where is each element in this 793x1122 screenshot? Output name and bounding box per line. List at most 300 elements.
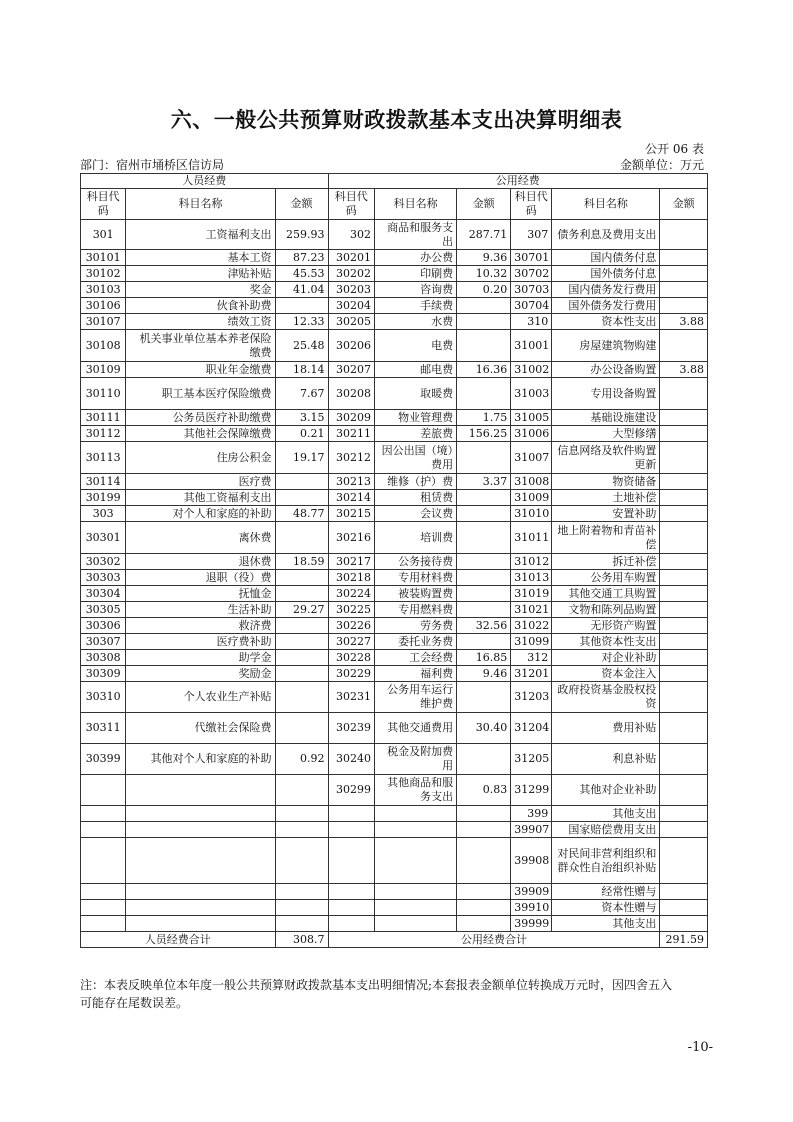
table-row (81, 586, 708, 602)
table-row (81, 884, 708, 900)
public-other-name-cell: 对民间非营利组织和群众性自治组织补贴 (552, 838, 660, 884)
public-other-amount-cell (660, 266, 708, 282)
personnel-code-cell: 30108 (81, 330, 126, 362)
personnel-amount-cell (275, 682, 328, 713)
public-other-code-cell: 307 (511, 220, 552, 250)
table-row (81, 298, 708, 314)
personnel-code-cell: 30307 (81, 634, 126, 650)
public-other-amount-cell (660, 522, 708, 554)
public-other-code-cell: 31012 (511, 554, 552, 570)
public-other-amount-cell (660, 900, 708, 916)
public-goods-code-cell: 30215 (328, 506, 374, 522)
public-other-amount-cell (660, 442, 708, 474)
public-goods-name-cell: 物业管理费 (375, 410, 457, 426)
table-row (81, 554, 708, 570)
personnel-code-cell: 30110 (81, 378, 126, 410)
personnel-name-cell: 其他社会保障缴费 (126, 426, 275, 442)
personnel-amount-cell: 0.92 (275, 744, 328, 775)
public-goods-amount-cell: 156.25 (457, 426, 511, 442)
public-other-amount-cell (660, 602, 708, 618)
public-goods-amount-cell (457, 900, 511, 916)
public-goods-code-cell: 30217 (328, 554, 374, 570)
table-row (81, 522, 708, 554)
public-other-name-cell: 债务利息及费用支出 (552, 220, 660, 250)
personnel-code-cell: 30109 (81, 362, 126, 378)
public-other-code-cell: 31022 (511, 618, 552, 634)
public-other-amount-cell (660, 220, 708, 250)
table-row (81, 282, 708, 298)
total-personnel-value: 308.7 (275, 932, 328, 948)
public-goods-amount-cell (457, 916, 511, 932)
public-other-code-cell: 39910 (511, 900, 552, 916)
personnel-name-cell (126, 838, 275, 884)
public-other-amount-cell (660, 410, 708, 426)
public-goods-amount-cell: 16.85 (457, 650, 511, 666)
personnel-name-cell: 医疗费补助 (126, 634, 275, 650)
public-goods-name-cell: 其他交通费用 (375, 713, 457, 744)
table-row (81, 838, 708, 884)
public-other-code-cell: 39907 (511, 822, 552, 838)
public-goods-code-cell: 30231 (328, 682, 374, 713)
public-other-code-cell: 30704 (511, 298, 552, 314)
public-other-code-cell: 31010 (511, 506, 552, 522)
personnel-amount-cell (275, 806, 328, 822)
personnel-name-cell: 助学金 (126, 650, 275, 666)
public-other-name-cell: 国内债务发行费用 (552, 282, 660, 298)
public-goods-name-cell: 税金及附加费用 (375, 744, 457, 775)
public-other-name-cell: 经常性赠与 (552, 884, 660, 900)
public-other-amount-cell (660, 822, 708, 838)
public-other-code-cell: 31009 (511, 490, 552, 506)
personnel-name-cell: 生活补助 (126, 602, 275, 618)
public-goods-amount-cell (457, 744, 511, 775)
public-other-code-cell: 31003 (511, 378, 552, 410)
public-other-amount-cell (660, 378, 708, 410)
personnel-code-cell: 30399 (81, 744, 126, 775)
public-goods-amount-cell (457, 506, 511, 522)
personnel-amount-cell: 19.17 (275, 442, 328, 474)
personnel-name-cell: 津贴补贴 (126, 266, 275, 282)
public-other-code-cell: 31011 (511, 522, 552, 554)
personnel-name-cell: 工资福利支出 (126, 220, 275, 250)
public-other-code-cell: 399 (511, 806, 552, 822)
personnel-name-cell: 奖金 (126, 282, 275, 298)
public-other-name-cell: 资本金注入 (552, 666, 660, 682)
public-other-code-cell: 310 (511, 314, 552, 330)
public-other-code-cell: 39909 (511, 884, 552, 900)
group-header-public: 公用经费 (328, 174, 707, 189)
personnel-name-cell (126, 775, 275, 806)
public-other-code-cell: 31201 (511, 666, 552, 682)
personnel-name-cell (126, 806, 275, 822)
public-other-name-cell: 其他交通工具购置 (552, 586, 660, 602)
public-goods-code-cell: 302 (328, 220, 374, 250)
personnel-amount-cell (275, 570, 328, 586)
personnel-code-cell: 30302 (81, 554, 126, 570)
public-other-name-cell: 对企业补助 (552, 650, 660, 666)
personnel-name-cell: 奖励金 (126, 666, 275, 682)
public-goods-amount-cell (457, 570, 511, 586)
public-other-code-cell: 30703 (511, 282, 552, 298)
public-other-name-cell: 房屋建筑物购建 (552, 330, 660, 362)
personnel-name-cell: 对个人和家庭的补助 (126, 506, 275, 522)
personnel-amount-cell (275, 490, 328, 506)
personnel-amount-cell: 18.14 (275, 362, 328, 378)
personnel-name-cell: 退职（役）费 (126, 570, 275, 586)
public-other-amount-cell (660, 330, 708, 362)
public-other-name-cell: 拆迁补偿 (552, 554, 660, 570)
public-goods-amount-cell: 9.36 (457, 250, 511, 266)
public-other-code-cell: 31002 (511, 362, 552, 378)
personnel-name-cell (126, 916, 275, 932)
table-row (81, 506, 708, 522)
personnel-code-cell: 30305 (81, 602, 126, 618)
personnel-name-cell: 职业年金缴费 (126, 362, 275, 378)
public-goods-code-cell: 30207 (328, 362, 374, 378)
public-other-code-cell: 31299 (511, 775, 552, 806)
personnel-amount-cell (275, 713, 328, 744)
personnel-amount-cell: 87.23 (275, 250, 328, 266)
group-header-personnel: 人员经费 (81, 174, 329, 189)
personnel-amount-cell: 7.67 (275, 378, 328, 410)
public-goods-code-cell: 30205 (328, 314, 374, 330)
personnel-name-cell: 个人农业生产补贴 (126, 682, 275, 713)
public-goods-name-cell: 维修（护）费 (375, 474, 457, 490)
personnel-amount-cell (275, 650, 328, 666)
public-goods-code-cell: 30211 (328, 426, 374, 442)
personnel-code-cell: 301 (81, 220, 126, 250)
col-header-amount: 金额 (457, 189, 511, 220)
public-goods-name-cell: 办公费 (375, 250, 457, 266)
public-goods-code-cell: 30201 (328, 250, 374, 266)
public-other-name-cell: 地上附着物和青苗补偿 (552, 522, 660, 554)
public-goods-amount-cell (457, 378, 511, 410)
personnel-code-cell: 30114 (81, 474, 126, 490)
public-other-code-cell: 31204 (511, 713, 552, 744)
table-row (81, 744, 708, 775)
table-row (81, 250, 708, 266)
public-goods-name-cell: 差旅费 (375, 426, 457, 442)
public-other-name-cell: 公务用车购置 (552, 570, 660, 586)
public-goods-name-cell: 会议费 (375, 506, 457, 522)
public-other-name-cell: 其他对企业补助 (552, 775, 660, 806)
public-goods-code-cell (328, 838, 374, 884)
personnel-name-cell (126, 884, 275, 900)
table-row (81, 362, 708, 378)
table-row (81, 426, 708, 442)
public-other-amount-cell (660, 634, 708, 650)
personnel-name-cell: 抚恤金 (126, 586, 275, 602)
public-goods-name-cell: 其他商品和服务支出 (375, 775, 457, 806)
public-other-amount-cell (660, 666, 708, 682)
total-public-label: 公用经费合计 (328, 932, 660, 948)
public-goods-name-cell: 电费 (375, 330, 457, 362)
personnel-name-cell: 机关事业单位基本养老保险缴费 (126, 330, 275, 362)
public-other-code-cell: 31006 (511, 426, 552, 442)
personnel-amount-cell (275, 474, 328, 490)
personnel-amount-cell: 25.48 (275, 330, 328, 362)
public-other-name-cell: 国外债务发行费用 (552, 298, 660, 314)
public-goods-code-cell: 30240 (328, 744, 374, 775)
public-goods-code-cell: 30206 (328, 330, 374, 362)
table-row (81, 266, 708, 282)
public-goods-name-cell: 工会经费 (375, 650, 457, 666)
public-goods-code-cell: 30228 (328, 650, 374, 666)
personnel-code-cell: 30303 (81, 570, 126, 586)
public-other-code-cell: 39999 (511, 916, 552, 932)
public-other-amount-cell (660, 884, 708, 900)
public-other-name-cell: 国内债务付息 (552, 250, 660, 266)
personnel-name-cell (126, 822, 275, 838)
public-goods-name-cell: 商品和服务支出 (375, 220, 457, 250)
amount-unit-label: 金额单位：万元 (619, 158, 704, 172)
table-row (81, 410, 708, 426)
public-goods-name-cell (375, 884, 457, 900)
personnel-code-cell (81, 838, 126, 884)
page-title: 六、一般公共预算财政拨款基本支出决算明细表 (170, 108, 623, 132)
personnel-code-cell: 30310 (81, 682, 126, 713)
table-row (81, 666, 708, 682)
table-row (81, 618, 708, 634)
table-row (81, 474, 708, 490)
public-other-amount-cell (660, 838, 708, 884)
col-header-name: 科目名称 (552, 189, 660, 220)
public-other-code-cell: 31007 (511, 442, 552, 474)
personnel-amount-cell: 0.21 (275, 426, 328, 442)
public-goods-name-cell (375, 838, 457, 884)
public-goods-code-cell: 30224 (328, 586, 374, 602)
personnel-amount-cell: 259.93 (275, 220, 328, 250)
personnel-name-cell: 离休费 (126, 522, 275, 554)
table-row (81, 570, 708, 586)
personnel-code-cell: 30106 (81, 298, 126, 314)
personnel-code-cell: 30101 (81, 250, 126, 266)
personnel-code-cell: 30301 (81, 522, 126, 554)
public-goods-name-cell: 委托业务费 (375, 634, 457, 650)
personnel-code-cell: 30107 (81, 314, 126, 330)
public-other-name-cell: 其他资本性支出 (552, 634, 660, 650)
public-other-amount-cell (660, 744, 708, 775)
public-goods-amount-cell (457, 634, 511, 650)
personnel-amount-cell: 41.04 (275, 282, 328, 298)
public-other-code-cell: 30702 (511, 266, 552, 282)
public-other-amount-cell (660, 570, 708, 586)
personnel-amount-cell (275, 666, 328, 682)
public-goods-code-cell (328, 884, 374, 900)
personnel-name-cell: 公务员医疗补助缴费 (126, 410, 275, 426)
public-goods-name-cell: 邮电费 (375, 362, 457, 378)
personnel-amount-cell: 3.15 (275, 410, 328, 426)
public-other-name-cell: 政府投资基金股权投资 (552, 682, 660, 713)
public-other-code-cell: 312 (511, 650, 552, 666)
personnel-amount-cell: 48.77 (275, 506, 328, 522)
public-other-name-cell: 其他支出 (552, 916, 660, 932)
table-row (81, 822, 708, 838)
personnel-name-cell: 基本工资 (126, 250, 275, 266)
public-other-amount-cell: 3.88 (660, 314, 708, 330)
personnel-name-cell: 职工基本医疗保险缴费 (126, 378, 275, 410)
public-goods-amount-cell (457, 314, 511, 330)
personnel-code-cell (81, 884, 126, 900)
col-header-amount: 金额 (660, 189, 708, 220)
public-goods-amount-cell (457, 884, 511, 900)
public-other-code-cell: 39908 (511, 838, 552, 884)
public-other-name-cell: 资本性支出 (552, 314, 660, 330)
public-goods-amount-cell (457, 490, 511, 506)
personnel-code-cell: 30102 (81, 266, 126, 282)
personnel-name-cell: 住房公积金 (126, 442, 275, 474)
personnel-name-cell: 退休费 (126, 554, 275, 570)
personnel-amount-cell: 18.59 (275, 554, 328, 570)
public-goods-amount-cell: 1.75 (457, 410, 511, 426)
public-goods-name-cell: 被装购置费 (375, 586, 457, 602)
public-goods-code-cell: 30203 (328, 282, 374, 298)
personnel-name-cell: 伙食补助费 (126, 298, 275, 314)
personnel-amount-cell (275, 884, 328, 900)
public-goods-amount-cell: 0.83 (457, 775, 511, 806)
col-header-code: 科目代码 (81, 189, 126, 220)
public-other-amount-cell (660, 916, 708, 932)
table-row (81, 314, 708, 330)
personnel-amount-cell (275, 838, 328, 884)
personnel-amount-cell (275, 522, 328, 554)
table-row (81, 634, 708, 650)
personnel-code-cell (81, 900, 126, 916)
public-goods-amount-cell: 16.36 (457, 362, 511, 378)
public-other-name-cell: 安置补助 (552, 506, 660, 522)
public-goods-code-cell: 30212 (328, 442, 374, 474)
personnel-code-cell: 30304 (81, 586, 126, 602)
public-goods-amount-cell (457, 522, 511, 554)
public-goods-code-cell: 30225 (328, 602, 374, 618)
public-other-code-cell: 30701 (511, 250, 552, 266)
public-other-amount-cell (660, 282, 708, 298)
public-other-code-cell: 31001 (511, 330, 552, 362)
public-other-amount-cell (660, 806, 708, 822)
personnel-code-cell: 30311 (81, 713, 126, 744)
public-goods-amount-cell: 10.32 (457, 266, 511, 282)
expenditure-detail-table (80, 173, 708, 948)
public-other-name-cell: 基础设施建设 (552, 410, 660, 426)
public-other-name-cell: 国家赔偿费用支出 (552, 822, 660, 838)
public-goods-name-cell: 劳务费 (375, 618, 457, 634)
personnel-amount-cell (275, 618, 328, 634)
personnel-code-cell (81, 775, 126, 806)
personnel-code-cell: 30113 (81, 442, 126, 474)
table-row (81, 775, 708, 806)
table-row (81, 900, 708, 916)
table-row (81, 378, 708, 410)
personnel-code-cell (81, 822, 126, 838)
public-goods-code-cell: 30229 (328, 666, 374, 682)
personnel-name-cell: 其他工资福利支出 (126, 490, 275, 506)
public-other-code-cell: 31019 (511, 586, 552, 602)
personnel-amount-cell (275, 298, 328, 314)
personnel-code-cell: 30309 (81, 666, 126, 682)
public-goods-code-cell: 30209 (328, 410, 374, 426)
total-public-value: 291.59 (660, 932, 708, 948)
public-goods-code-cell: 30216 (328, 522, 374, 554)
col-header-amount: 金额 (275, 189, 328, 220)
public-other-amount-cell (660, 682, 708, 713)
col-header-code: 科目代码 (511, 189, 552, 220)
public-goods-code-cell: 30239 (328, 713, 374, 744)
table-row (81, 713, 708, 744)
public-goods-amount-cell (457, 682, 511, 713)
public-goods-name-cell: 租赁费 (375, 490, 457, 506)
personnel-name-cell: 代缴社会保险费 (126, 713, 275, 744)
public-goods-name-cell (375, 806, 457, 822)
public-goods-name-cell: 公务接待费 (375, 554, 457, 570)
public-other-name-cell: 土地补偿 (552, 490, 660, 506)
public-goods-name-cell: 取暖费 (375, 378, 457, 410)
public-goods-code-cell: 30202 (328, 266, 374, 282)
col-header-code: 科目代码 (328, 189, 374, 220)
public-goods-amount-cell (457, 838, 511, 884)
public-goods-name-cell: 印刷费 (375, 266, 457, 282)
public-other-code-cell: 31008 (511, 474, 552, 490)
public-other-code-cell: 31013 (511, 570, 552, 586)
table-row (81, 330, 708, 362)
public-goods-name-cell (375, 916, 457, 932)
public-goods-code-cell: 30227 (328, 634, 374, 650)
personnel-amount-cell (275, 634, 328, 650)
form-number: 公开 06 表 (645, 142, 704, 156)
personnel-code-cell: 30199 (81, 490, 126, 506)
public-other-amount-cell (660, 426, 708, 442)
public-other-name-cell: 大型修缮 (552, 426, 660, 442)
public-other-code-cell: 31099 (511, 634, 552, 650)
public-other-amount-cell (660, 586, 708, 602)
public-other-name-cell: 利息补贴 (552, 744, 660, 775)
personnel-code-cell (81, 916, 126, 932)
table-row (81, 650, 708, 666)
public-goods-amount-cell: 287.71 (457, 220, 511, 250)
public-other-amount-cell (660, 618, 708, 634)
table-row (81, 442, 708, 474)
personnel-amount-cell (275, 916, 328, 932)
table-row (81, 602, 708, 618)
personnel-amount-cell (275, 822, 328, 838)
public-other-name-cell: 资本性赠与 (552, 900, 660, 916)
public-other-name-cell: 办公设备购置 (552, 362, 660, 378)
public-goods-name-cell: 专用燃料费 (375, 602, 457, 618)
public-goods-code-cell (328, 822, 374, 838)
public-goods-amount-cell: 30.40 (457, 713, 511, 744)
col-header-name: 科目名称 (126, 189, 275, 220)
public-other-name-cell: 其他支出 (552, 806, 660, 822)
public-other-name-cell: 物资储备 (552, 474, 660, 490)
personnel-code-cell: 30306 (81, 618, 126, 634)
public-goods-amount-cell: 9.46 (457, 666, 511, 682)
table-row (81, 682, 708, 713)
footnote: 注：本表反映单位本年度一般公共预算财政拨款基本支出明细情况;本套报表金额单位转换成万元时，因四舍五入可能存在尾数误差。 (80, 978, 673, 1010)
public-goods-code-cell: 30299 (328, 775, 374, 806)
public-goods-name-cell: 培训费 (375, 522, 457, 554)
public-other-name-cell: 费用补贴 (552, 713, 660, 744)
table-row (81, 490, 708, 506)
public-goods-name-cell: 公务用车运行维护费 (375, 682, 457, 713)
public-goods-code-cell: 30208 (328, 378, 374, 410)
personnel-name-cell (126, 900, 275, 916)
public-goods-name-cell (375, 900, 457, 916)
public-other-name-cell: 无形资产购置 (552, 618, 660, 634)
public-goods-code-cell: 30218 (328, 570, 374, 586)
public-other-code-cell: 31205 (511, 744, 552, 775)
personnel-name-cell: 救济费 (126, 618, 275, 634)
public-other-amount-cell (660, 298, 708, 314)
public-goods-name-cell: 因公出国（境）费用 (375, 442, 457, 474)
